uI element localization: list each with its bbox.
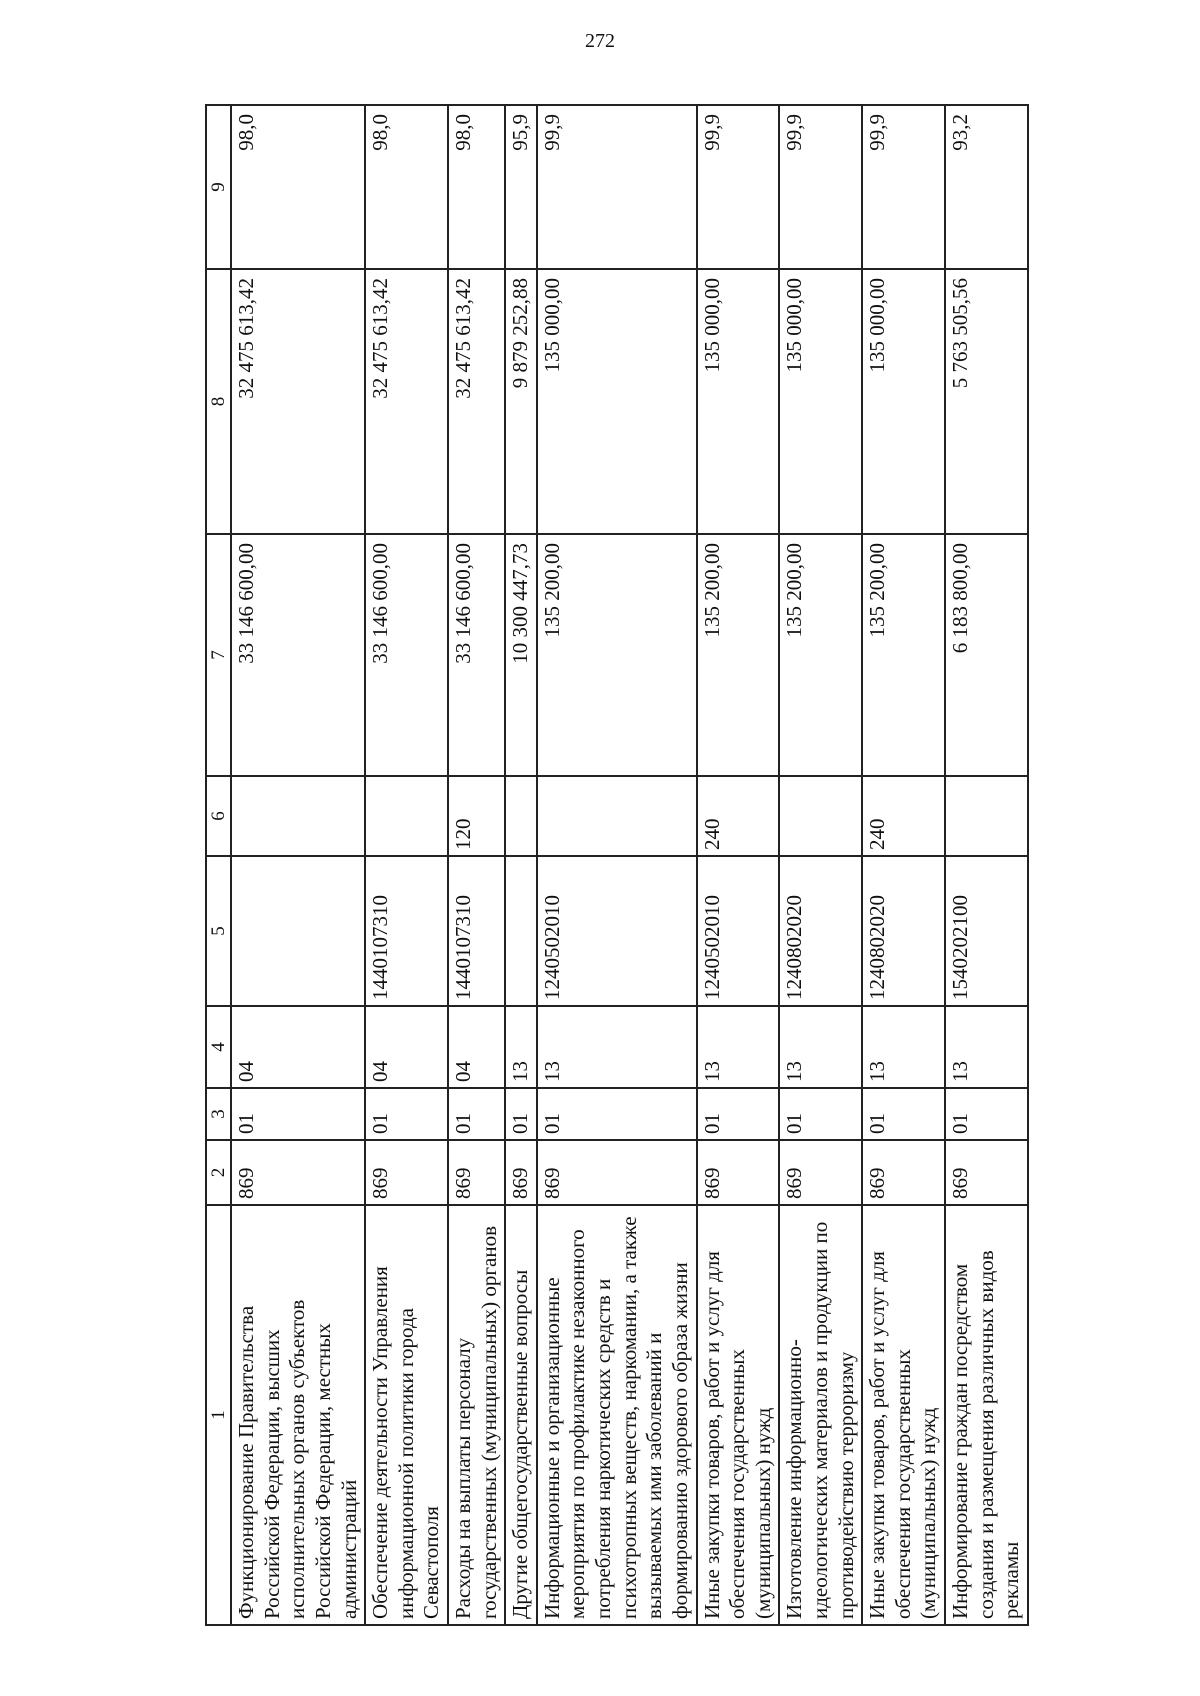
budget-table — [205, 104, 1029, 1626]
execution-percent-cell: 99,9 — [779, 105, 862, 269]
planned-amount-cell: 135 200,00 — [537, 534, 697, 776]
executed-amount-cell: 32 475 613,42 — [231, 269, 365, 534]
target-article-cell: 1240502010 — [697, 856, 780, 1006]
planned-amount-cell: 135 200,00 — [779, 534, 862, 776]
execution-percent-cell: 98,0 — [231, 105, 365, 269]
row-name-cell: Расходы на выплаты персоналу государственных (муниципальных) органов — [448, 1205, 505, 1625]
expense-type-cell: 120 — [448, 776, 505, 856]
planned-amount-cell: 6 183 800,00 — [945, 534, 1028, 776]
ministry-code-cell: 869 — [779, 1140, 862, 1205]
expense-type-cell — [365, 776, 448, 856]
subsection-code-cell: 13 — [697, 1006, 780, 1088]
row-name-cell: Информирование граждан посредством создания и размещения различных видов рекламы — [945, 1205, 1028, 1625]
execution-percent-cell: 98,0 — [365, 105, 448, 269]
table-row — [537, 105, 697, 1625]
planned-amount-cell: 33 146 600,00 — [448, 534, 505, 776]
column-header: 6 — [206, 776, 231, 856]
section-code-cell: 01 — [862, 1088, 945, 1140]
ministry-code-cell: 869 — [537, 1140, 697, 1205]
column-header: 5 — [206, 856, 231, 1006]
ministry-code-cell: 869 — [365, 1140, 448, 1205]
subsection-code-cell: 04 — [448, 1006, 505, 1088]
execution-percent-cell: 93,2 — [945, 105, 1028, 269]
section-code-cell: 01 — [537, 1088, 697, 1140]
expense-type-cell: 240 — [697, 776, 780, 856]
execution-percent-cell: 99,9 — [697, 105, 780, 269]
target-article-cell: 1440107310 — [365, 856, 448, 1006]
subsection-code-cell: 13 — [945, 1006, 1028, 1088]
expense-type-cell — [505, 776, 537, 856]
planned-amount-cell: 10 300 447,73 — [505, 534, 537, 776]
target-article-cell: 1540202100 — [945, 856, 1028, 1006]
subsection-code-cell: 13 — [779, 1006, 862, 1088]
executed-amount-cell: 5 763 505,56 — [945, 269, 1028, 534]
subsection-code-cell: 13 — [505, 1006, 537, 1088]
table-row — [231, 105, 365, 1625]
execution-percent-cell: 95,9 — [505, 105, 537, 269]
table-row — [862, 105, 945, 1625]
section-code-cell: 01 — [365, 1088, 448, 1140]
ministry-code-cell: 869 — [697, 1140, 780, 1205]
target-article-cell — [231, 856, 365, 1006]
table-row — [779, 105, 862, 1625]
executed-amount-cell: 135 000,00 — [779, 269, 862, 534]
column-header: 8 — [206, 269, 231, 534]
section-code-cell: 01 — [697, 1088, 780, 1140]
table-row — [697, 105, 780, 1625]
section-code-cell: 01 — [779, 1088, 862, 1140]
column-header: 1 — [206, 1205, 231, 1625]
expense-type-cell — [779, 776, 862, 856]
executed-amount-cell: 32 475 613,42 — [448, 269, 505, 534]
column-header: 9 — [206, 105, 231, 269]
target-article-cell: 1440107310 — [448, 856, 505, 1006]
row-name-cell: Изготовление информационно-идеологических материалов и продукции по противодействию терроризму — [779, 1205, 862, 1625]
executed-amount-cell: 135 000,00 — [862, 269, 945, 534]
section-code-cell: 01 — [945, 1088, 1028, 1140]
column-header: 4 — [206, 1006, 231, 1088]
column-header: 3 — [206, 1088, 231, 1140]
row-name-cell: Функционирование Правительства Российской Федерации, высших исполнительных органов субъектов Российской Федерации, местных администраций — [231, 1205, 365, 1625]
page-number: 272 — [585, 30, 615, 52]
executed-amount-cell: 135 000,00 — [697, 269, 780, 534]
row-name-cell: Иные закупки товаров, работ и услуг для обеспечения государственных (муниципальных) нужд — [862, 1205, 945, 1625]
target-article-cell: 1240502010 — [537, 856, 697, 1006]
column-header: 7 — [206, 534, 231, 776]
execution-percent-cell: 98,0 — [448, 105, 505, 269]
ministry-code-cell: 869 — [505, 1140, 537, 1205]
planned-amount-cell: 33 146 600,00 — [365, 534, 448, 776]
table-rotation-frame — [205, 106, 1150, 1626]
subsection-code-cell: 13 — [862, 1006, 945, 1088]
row-name-cell: Другие общегосударственные вопросы — [505, 1205, 537, 1625]
target-article-cell: 1240802020 — [779, 856, 862, 1006]
executed-amount-cell: 135 000,00 — [537, 269, 697, 534]
section-code-cell: 01 — [448, 1088, 505, 1140]
subsection-code-cell: 04 — [231, 1006, 365, 1088]
table-header-row — [206, 105, 231, 1625]
table-row — [448, 105, 505, 1625]
expense-type-cell: 240 — [862, 776, 945, 856]
row-name-cell: Иные закупки товаров, работ и услуг для обеспечения государственных (муниципальных) нужд — [697, 1205, 780, 1625]
expense-type-cell — [231, 776, 365, 856]
subsection-code-cell: 04 — [365, 1006, 448, 1088]
table-row — [505, 105, 537, 1625]
execution-percent-cell: 99,9 — [862, 105, 945, 269]
column-header: 2 — [206, 1140, 231, 1205]
planned-amount-cell: 135 200,00 — [697, 534, 780, 776]
ministry-code-cell: 869 — [945, 1140, 1028, 1205]
target-article-cell: 1240802020 — [862, 856, 945, 1006]
table-row — [365, 105, 448, 1625]
target-article-cell — [505, 856, 537, 1006]
table-row — [945, 105, 1028, 1625]
ministry-code-cell: 869 — [448, 1140, 505, 1205]
expense-type-cell — [537, 776, 697, 856]
section-code-cell: 01 — [505, 1088, 537, 1140]
ministry-code-cell: 869 — [862, 1140, 945, 1205]
ministry-code-cell: 869 — [231, 1140, 365, 1205]
subsection-code-cell: 13 — [537, 1006, 697, 1088]
row-name-cell: Информационные и организационные мероприятия по профилактике незаконного потребления наркотических средств и психотропных веществ, наркомании, а также вызываемых ими заболеваний и формированию здорового образа жизни — [537, 1205, 697, 1625]
planned-amount-cell: 33 146 600,00 — [231, 534, 365, 776]
executed-amount-cell: 32 475 613,42 — [365, 269, 448, 534]
expense-type-cell — [945, 776, 1028, 856]
row-name-cell: Обеспечение деятельности Управления информационной политики города Севастополя — [365, 1205, 448, 1625]
planned-amount-cell: 135 200,00 — [862, 534, 945, 776]
execution-percent-cell: 99,9 — [537, 105, 697, 269]
section-code-cell: 01 — [231, 1088, 365, 1140]
rotated-table-container — [205, 106, 1150, 1626]
executed-amount-cell: 9 879 252,88 — [505, 269, 537, 534]
